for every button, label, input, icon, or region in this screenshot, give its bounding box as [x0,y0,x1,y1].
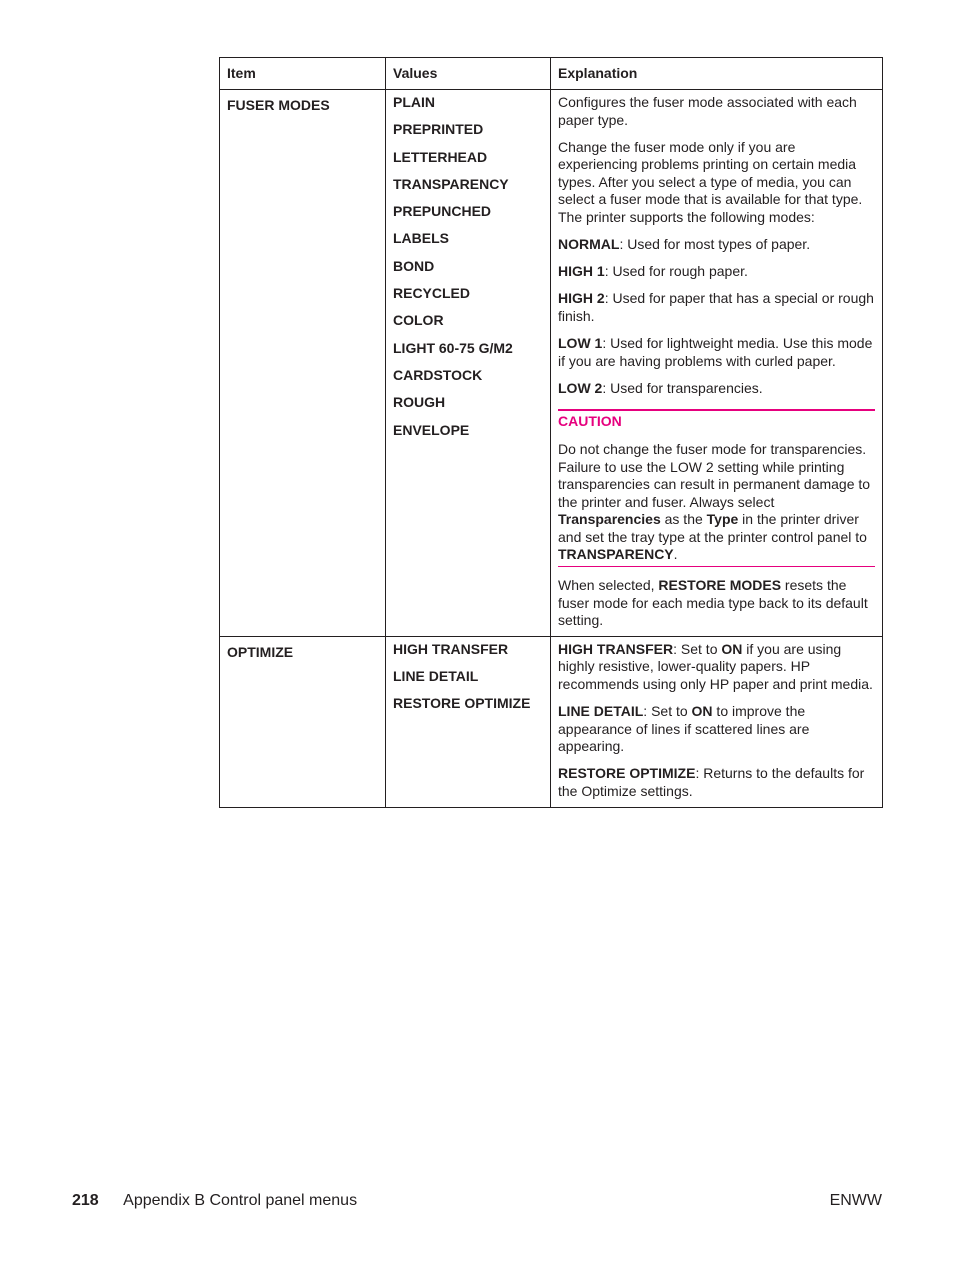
value-item: BOND [393,257,435,274]
footer-title: Appendix B Control panel menus [123,1192,358,1209]
restore-modes-paragraph: When selected, RESTORE MODES resets the fuser mode for each media type back to its default setting. [558,577,868,629]
mode-high1: HIGH 1: Used for rough paper. [558,263,748,280]
high-transfer-paragraph: HIGH TRANSFER: Set to ON if you are using highly resistive, lower-quality papers. HP recommends using only HP paper and print media. [558,640,873,693]
explanation-paragraph: Configures the fuser mode associated with each paper type. [558,94,857,128]
value-item: HIGH TRANSFER [393,640,509,657]
explanation-cell [551,90,883,637]
caution-box [558,409,875,567]
value-item: CARDSTOCK [393,366,483,383]
table-row-fuser-modes [220,90,883,637]
explanation-paragraph: Change the fuser mode only if you are experiencing problems printing on certain media types. After you select a type of media, you can select a fuser mode that is available for that type. The printer supports the following modes: [558,138,863,226]
caution-title: CAUTION [558,413,622,430]
explanation-cell [551,636,883,807]
control-panel-menu-table [219,57,883,808]
value-item: PLAIN [393,94,435,110]
mode-normal: NORMAL: Used for most types of paper. [558,236,811,253]
value-item: LIGHT 60-75 G/M2 [393,339,513,356]
value-item: COLOR [393,312,444,329]
value-item: LETTERHEAD [393,148,488,165]
table-header-row [220,58,883,90]
value-item: PREPUNCHED [393,203,492,220]
header-item: Item [220,58,386,90]
value-item: TRANSPARENCY [393,175,509,192]
value-item: RESTORE OPTIMIZE [393,695,531,712]
header-values: Values [386,58,551,90]
item-cell [220,90,386,637]
footer-right: ENWW [829,1192,882,1209]
value-item: LABELS [393,230,449,247]
page-footer [72,1192,882,1210]
values-list [393,94,543,449]
header-explanation: Explanation [551,58,883,90]
table-row-optimize [220,636,883,807]
page-number: 218 [72,1192,99,1209]
value-item: RECYCLED [393,285,471,302]
value-item: PREPRINTED [393,121,484,138]
value-item: ENVELOPE [393,421,470,438]
item-name: FUSER MODES [227,97,330,113]
restore-optimize-paragraph: RESTORE OPTIMIZE: Returns to the defaults for the Optimize settings. [558,765,865,799]
caution-text: Do not change the fuser mode for transparencies. Failure to use the LOW 2 setting while printing transparencies can result in permanent damage to the printer and fuser. Always select Transparencies as the Type in the printer driver and set the tray type at the printer control panel to TRANSPARENCY. [558,440,871,563]
values-list [393,641,543,723]
item-cell [220,636,386,807]
mode-high2: HIGH 2: Used for paper that has a special or rough finish. [558,290,874,324]
values-cell [386,636,551,807]
line-detail-paragraph: LINE DETAIL: Set to ON to improve the appearance of lines if scattered lines are appearing. [558,703,810,755]
mode-low1: LOW 1: Used for lightweight media. Use this mode if you are having problems with curled paper. [558,335,873,369]
value-item: ROUGH [393,394,446,411]
item-name: OPTIMIZE [227,643,294,660]
mode-low2: LOW 2: Used for transparencies. [558,379,763,396]
value-item: LINE DETAIL [393,668,479,685]
values-cell [386,90,551,637]
